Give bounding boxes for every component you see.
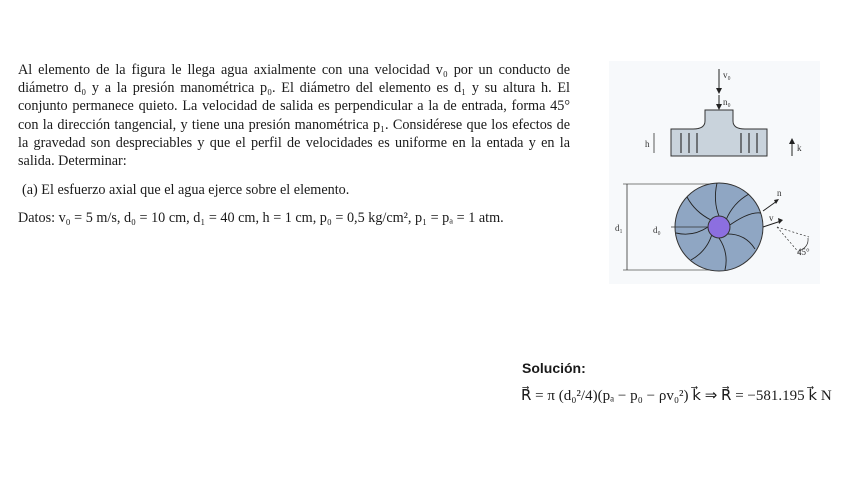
figure-drawing <box>609 61 820 284</box>
label-n: n <box>777 188 782 198</box>
label-d1: d₁ <box>615 223 623 233</box>
n-arrow <box>763 201 777 211</box>
label-d0: d₀ <box>653 225 661 235</box>
label-angle: 45° <box>797 247 810 257</box>
v0-arrowhead <box>716 88 722 94</box>
problem-statement: Al elemento de la figura le llega agua axialmente con una velocidad v₀ por un conducto de diámetro d₀ y a la presión manométrica p₀. El diámetro del elemento es d₁ y su altura h. El conjunto permanece quieto. La velocidad de salida es perpendicular a la de entrada, forma 45° con la dirección tangencial, y tiene una presión manométrica p₁. Considérese que los efectos de la gravedad son despreciables y que el perfil de velocidades es uniforme en la entada y en la salida. Determinar: <box>18 62 570 170</box>
label-v: v <box>769 213 774 223</box>
figure <box>609 61 820 284</box>
solution-equation: R⃗ = π (d₀²/4)(pₐ − p₀ − ρv₀²) k⃗ ⇒ R⃗ = −581.195 k⃗ N <box>521 388 832 404</box>
label-v0: v₀ <box>723 70 731 80</box>
label-k: k <box>797 143 802 153</box>
label-n0: n₀ <box>723 97 731 107</box>
element-side-view <box>671 110 767 156</box>
problem-item-a: (a) El esfuerzo axial que el agua ejerce sobre el elemento. <box>22 182 350 199</box>
label-h: h <box>645 139 650 149</box>
inlet-circle <box>708 216 730 238</box>
n0-arrowhead <box>716 104 722 110</box>
solution-title: Solución: <box>522 360 586 376</box>
problem-data: Datos: v₀ = 5 m/s, d₀ = 10 cm, d₁ = 40 cm, h = 1 cm, p₀ = 0,5 kg/cm², p₁ = pₐ = 1 atm. <box>18 210 504 227</box>
problem-text <box>18 61 570 228</box>
